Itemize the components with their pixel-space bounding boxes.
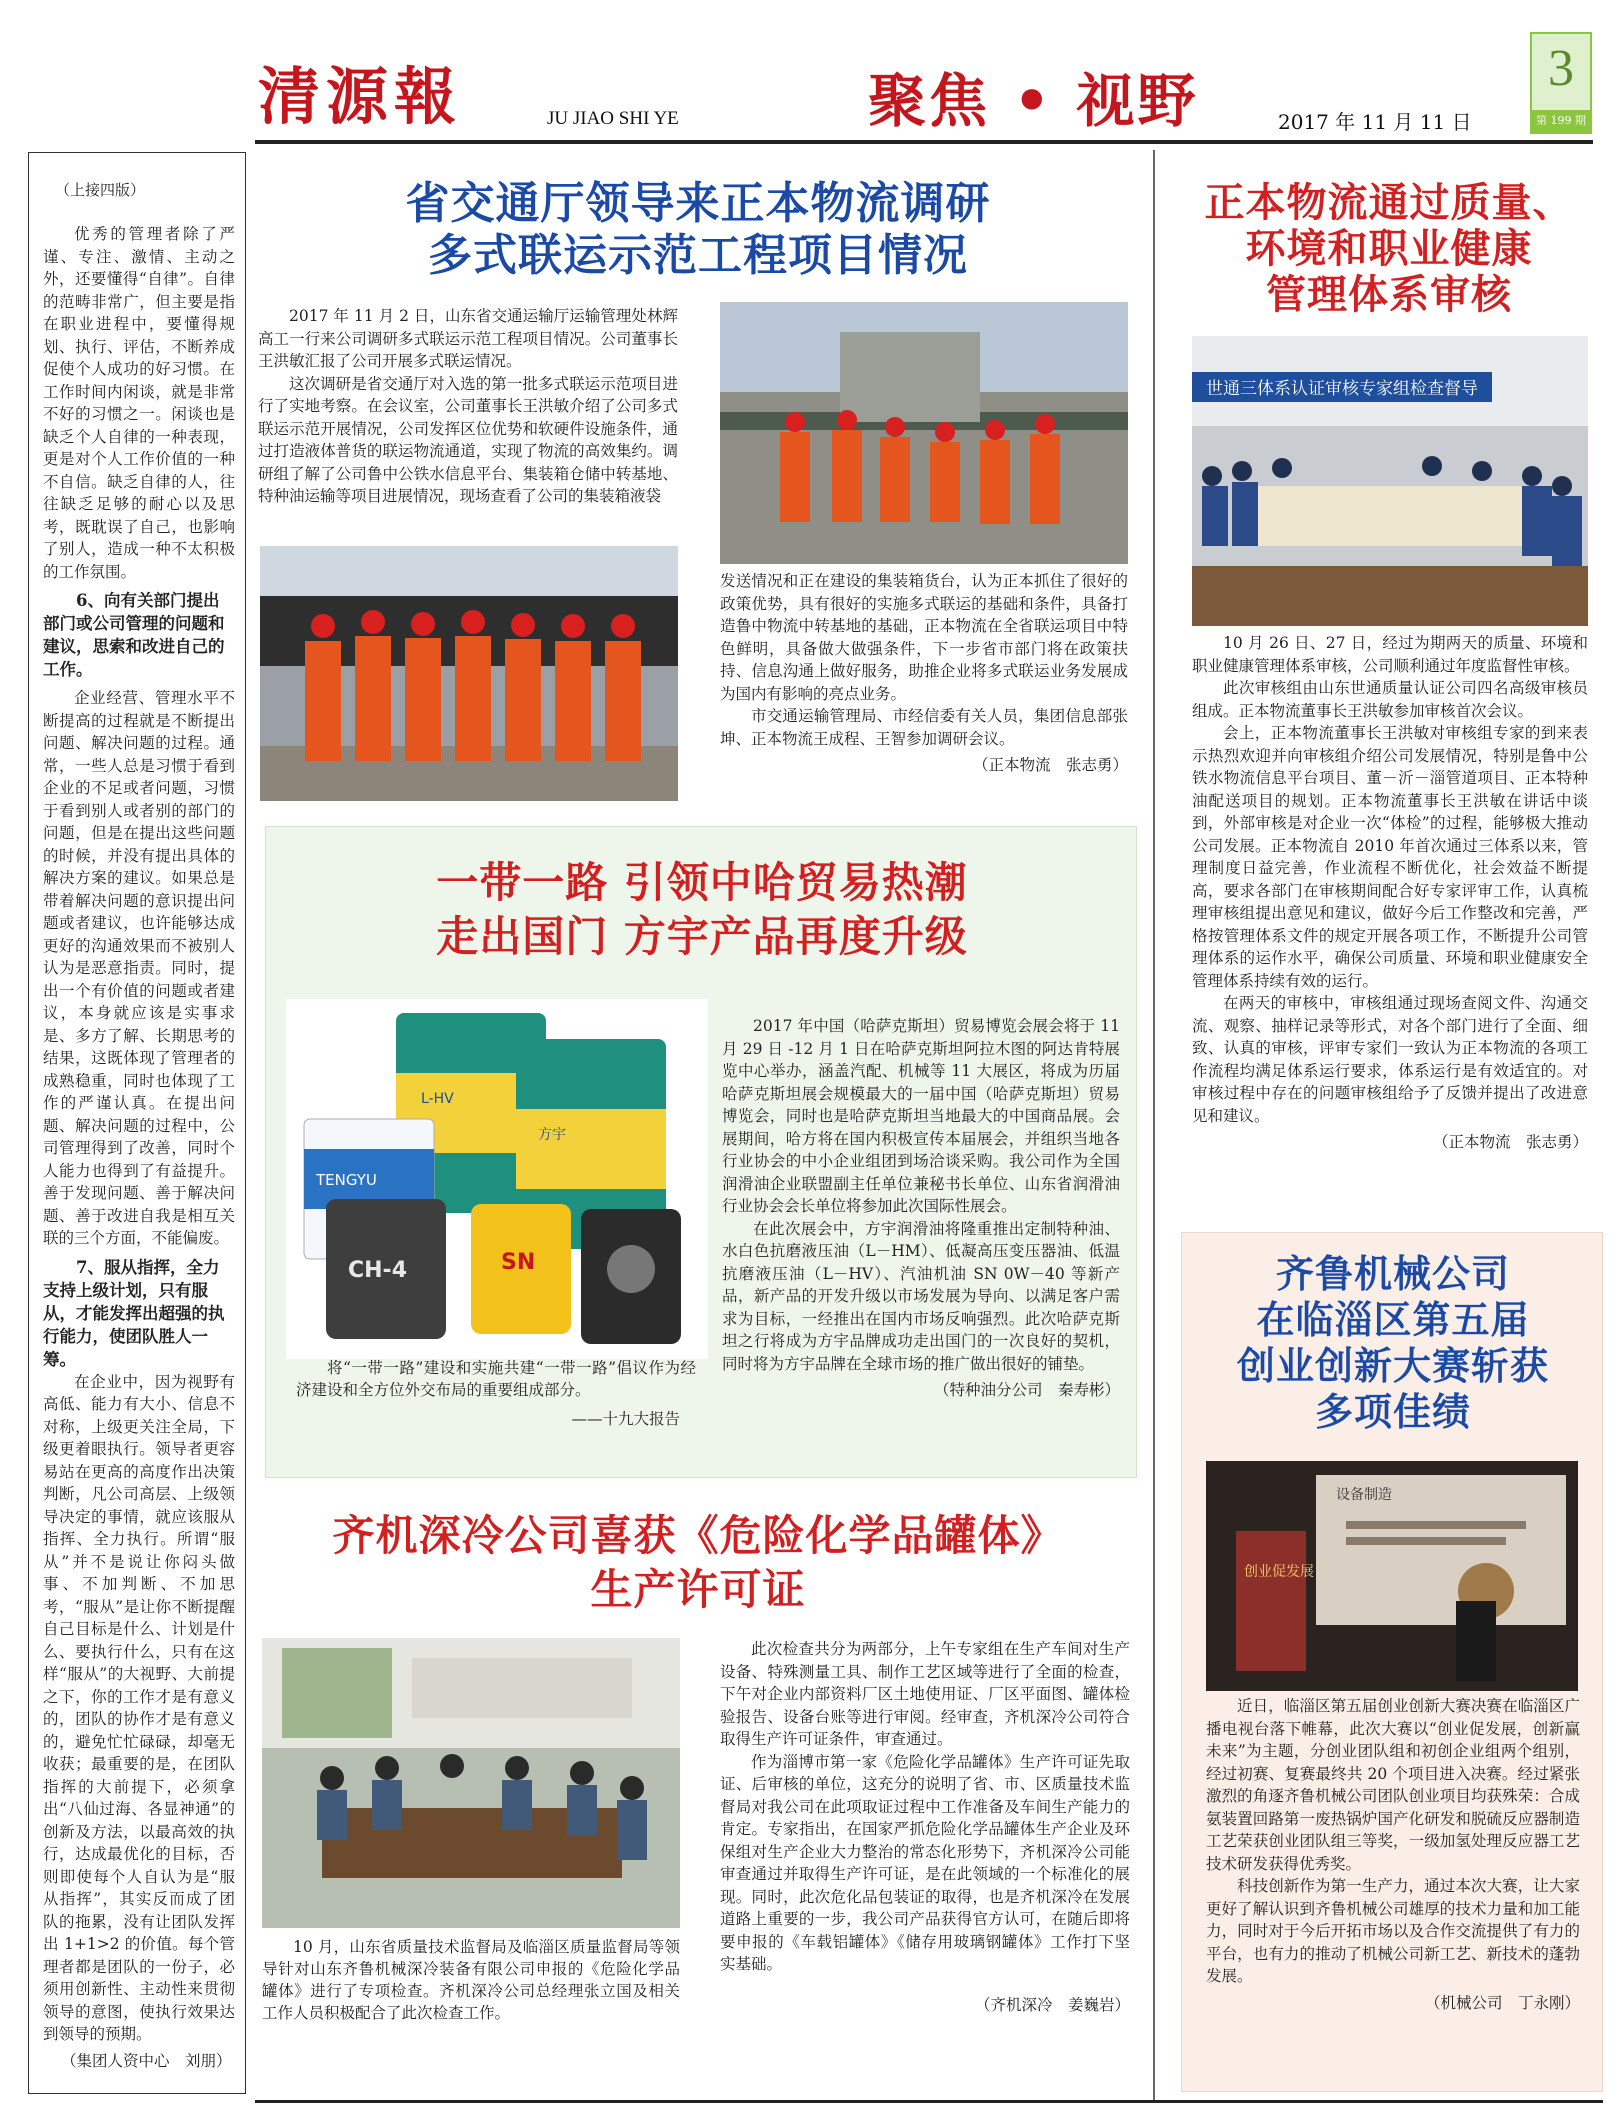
article3-title-line1: 一带一路 引领中哈贸易热潮 (436, 858, 968, 907)
article2-text (1192, 632, 1588, 1153)
article-transport-visit (258, 168, 1138, 808)
article4-title-line1: 齐机深冷公司喜获《危险化学品罐体》 (332, 1511, 1064, 1560)
article3-quote-text: 将“一带一路”建设和实施共建“一带一路”倡议作为经济建设和全方位外交布局的重要组成部分。 (296, 1359, 696, 1399)
article-hazardous-tank-license (258, 1500, 1138, 2100)
article2-paragraph-3: 会上，正本物流董事长王洪敏对审核组专家的到来表示热烈欢迎并向审核组介绍公司发展情况，特别是鲁中公铁水物流信息平台项目、董－沂－淄管道项目、正本特种油配送项目的规划。正本物流董事长王洪敏在讲话中谈到，外部审核是对企业一次“体检”的过程，能够极大推动公司发展。正本物流自 2010 年首次通过三体系以来，管理制度日益完善，作业流程不断优化，社会效益不断提高，要求各部门在审核期间配合好专家评审工作，认真梳理审核组提出意见和建议，做好今后工作整改和完善，严格按管理体系文件的规定开展各项工作，不断提升公司管理体系的运作水平，确保公司质量、环境和职业健康安全管理体系持续有效的运行。 (1192, 724, 1588, 990)
article3-products-photo (286, 999, 708, 1359)
group-photo-image (260, 546, 678, 801)
drum-brand-label: 方宇 (538, 1127, 566, 1143)
article3-paragraph-2: 在此次展会中，方宇润滑油将隆重推出定制特种油、水白色抗磨液压油（L－HM）、低凝高压变压器油、低温抗磨液压油（L－HV）、汽油机油 SN 0W－40 等新产品，新产品的开发升级以市场发展为导向、以满足客户需求为目标，一经推出在国内市场反响强烈。此次哈萨克斯坦之行将成为方宇品牌成功走出国门的一次良好的契机，同时将为方宇品牌在全球市场的推广做出很好的铺垫。 (722, 1219, 1120, 1373)
left-paragraph-3: 在企业中，因为视野有高低、能力有大小、信息不对称，上级更关注全局，下级更着眼执行。领导者更容易站在更高的高度作出决策判断，凡公司高层、上级领导决定的事情，就应该服从指挥、全力执行。所谓“服从”并不是说让你闷头做事、不加判断、不加思考，“服从”是让你不断提醒自己目标是什么、计划是什么、要执行什么，只有在这样“服从”的大视野、大前提之下，你的工作才是有意义的，团队的协作才是有意义的，避免忙忙碌碌，却毫无收获；最重要的是，在团队指挥的大前提下，必须拿出“八仙过海、各显神通”的创新及方法，以最高效的执行，达成最优化的目标，否则即使每个人自认为是“服从指挥”，其实反而成了团队的拖累，没有让团队发挥出 1+1>2 的价值。每个管理者都是团队的一份子，必须用创新性、主动性来贯彻领导的意图，使执行效果达到领导的预期。 (43, 1372, 235, 2043)
article4-paragraph-1: 此次检查共分为两部分，上午专家组在生产车间对生产设备、特殊测量工具、制作工艺区域等进行了全面的检查，下午对企业内部资料厂区土地使用证、厂区平面图、罐体检验报告、设备台账等进行审阅。经审查，齐机深冷公司符合取得生产许可证条件，审查通过。 (720, 1640, 1130, 1748)
article4-title-line2: 生产许可证 (590, 1565, 806, 1614)
article5-title-line1: 齐鲁机械公司 (1275, 1251, 1510, 1296)
inspection-meeting-image (262, 1638, 680, 1928)
article1-title-line1: 省交通厅领导来正本物流调研 (405, 178, 991, 229)
article3-text (722, 1015, 1120, 1401)
lubricant-products-image (286, 999, 708, 1359)
article-zhengben-audit (1180, 168, 1598, 1198)
walking-photo-image (720, 302, 1128, 564)
newspaper-logo: 清源報 (258, 60, 463, 133)
article4-text (720, 1638, 1130, 2016)
article3-byline: （特种油分公司 秦寿彬） (933, 1381, 1120, 1399)
left-heading-6: 6、向有关部门提出部门或公司管理的问题和建议，思索和改进自己的工作。 (43, 591, 225, 679)
article4-caption (262, 1936, 680, 2024)
article5-title-line3: 创业创新大赛斩获 (1236, 1343, 1549, 1388)
article3-quote (296, 1357, 696, 1431)
slide-title: 设备制造 (1336, 1487, 1392, 1503)
left-heading-7: 7、服从指挥，全力支持上级计划，只有服从，才能发挥出超强的执行能力，使团队胜人一筹。 (43, 1257, 225, 1369)
article3-paragraph-1: 2017 年中国（哈萨克斯坦）贸易博览会展会将于 11 月 29 日 -12 月 1 日在哈萨克斯坦阿拉木图的阿达肯特展览中心举办，涵盖汽配、机械等 11 大展区，将成为历届哈萨克斯坦展会规模最大的一届中国（哈萨克斯坦）贸易博览会，同时也是哈萨克斯坦当地最大的中国商品展。会展期间，哈方将在国内积极宣传本届展会，并组织当地各行业协会的中小企业组团到场洽谈采购。我公司作为全国润滑油企业联盟副主任单位兼秘书长单位、山东省润滑油行业协会会长单位将参加此次国际性展会。 (722, 1017, 1120, 1215)
masthead-rule (255, 140, 1593, 144)
continued-note: （上接四版） (55, 181, 146, 199)
article1-text-col2 (720, 570, 1128, 776)
page-number-badge (1530, 32, 1592, 134)
article-belt-and-road (265, 826, 1137, 1478)
article3-quote-source: ——十九大报告 (571, 1410, 680, 1428)
stage-banner-text: 创业促发展 (1244, 1564, 1314, 1580)
article3-title-line2: 走出国门 方宇产品再度升级 (436, 912, 968, 961)
audit-meeting-image (1192, 336, 1588, 626)
article5-byline: （机械公司 丁永刚） (1424, 1993, 1580, 2012)
masthead (0, 0, 1623, 140)
article2-byline: （正本物流 张志勇） (1432, 1133, 1588, 1151)
article2-title-line1: 正本物流通过质量、 (1204, 179, 1574, 226)
article5-contest-photo (1206, 1461, 1578, 1691)
article4-byline: （齐机深冷 姜巍岩） (974, 1995, 1130, 2014)
article1-text-col1 (258, 305, 678, 508)
article1-walking-photo (720, 302, 1128, 564)
left-paragraph-2: 企业经营、管理水平不断提高的过程就是不断提出问题、解决问题的过程。通常，一些人总是习惯于看到企业的不足或者问题，习惯于看到别人或者别的部门的问题，但是在提出这些问题的时候，并没有提出具体的解决方案的建议。如果总是带着解决问题的意识提出问题或者建议，也许能够达成更好的沟通效果而不被别人认为是恶意指责。同时，提出一个有价值的问题或者建议，本身就应该是实事求是、多方了解、长期思考的结果，这既体现了管理者的成熟稳重，同时也体现了工作的严谨认真。在提出问题、解决问题的过程中，公司管理得到了改善，同时个人能力也得到了有益提升。善于发现问题、善于解决问题、善于改进自我是相互关联的三个方面，不能偏废。 (43, 689, 235, 1247)
drum-lhv-label: L-HV (421, 1091, 454, 1107)
article5-title-line2: 在临淄区第五届 (1256, 1297, 1530, 1342)
can-sn-label: SN (501, 1250, 536, 1275)
divider-vertical-right (1153, 150, 1155, 2100)
section-title: 聚焦 • 视野 (868, 67, 1199, 135)
article1-paragraph-3: 发送情况和正在建设的集装箱货台，认为正本抓住了很好的政策优势，具有很好的实施多式联运的基础和条件，具备打造鲁中物流中转基地的基础，正本物流在全省联运项目中特色鲜明，具备做大做强条件，下一步省市部门将在政策扶持、信息沟通上做好服务，助推企业将多式联运业务发展成为国内有影响的亮点业务。 (720, 572, 1128, 703)
article1-paragraph-1: 2017 年 11 月 2 日，山东省交通运输厅运输管理处林辉高工一行来公司调研多式联运示范工程项目情况。公司董事长王洪敏汇报了公司开展多式联运情况。 (258, 307, 678, 370)
contest-stage-image (1206, 1461, 1578, 1691)
page-number: 3 (1548, 40, 1574, 97)
issue-number: 第 199 期 (1532, 110, 1590, 132)
pail-brand-label: TENGYU (316, 1171, 377, 1189)
article1-title-line2: 多式联运示范工程项目情况 (428, 230, 968, 281)
article4-caption-text: 10 月，山东省质量技术监督局及临淄区质量监督局等领导针对山东齐鲁机械深冷装备有限公司申报的《危险化学品罐体》进行了专项检查。齐机深冷公司总经理张立国及相关工作人员积极配合了此次检查工作。 (262, 1938, 680, 2022)
article-innovation-contest (1181, 1232, 1603, 2092)
left-byline: （集团人资中心 刘朋） (61, 2051, 232, 2070)
left-paragraph-1: 优秀的管理者除了严谨、专注、激情、主动之外，还要懂得“自律”。自律的范畴非常广，但主要是指在职业进程中，要懂得规划、执行、评估，不断养成促使个人成功的好习惯。在工作时间内闲谈，就是非常不好的习惯之一。闲谈也是缺乏个人自律的一种表现，更是对个人工作价值的一种不自信。缺乏自律的人，往往缺乏足够的耐心以及思考，既耽误了自己，也影响了别人，造成一种不太积极的工作氛围。 (43, 225, 235, 581)
article2-paragraph-2: 此次审核组由山东世通质量认证公司四名高级审核员组成。正本物流董事长王洪敏参加审核首次会议。 (1192, 679, 1588, 720)
article1-paragraph-2: 这次调研是省交通厅对入选的第一批多式联运示范项目进行了实地考察。在会议室，公司董事长王洪敏介绍了公司多式联运示范开展情况，公司发挥区位优势和软硬件设施条件，通过打造液体普货的联运物流通道，实现了物流的高效集约。调研组了解了公司鲁中公铁水信息平台、集装箱仓储中转基地、特种油运输等项目进展情况，现场查看了公司的集装箱液袋 (258, 374, 678, 505)
left-column-box (28, 152, 246, 2094)
article1-group-photo (260, 546, 678, 801)
article5-paragraph-1: 近日，临淄区第五届创业创新大赛决赛在临淄区广播电视台落下帷幕，此次大赛以“创业促发展，创新赢未来”为主题，分创业团队组和初创企业组两个组别，经过初赛、复赛最终共 20 个项目进入决赛。经过紧张激烈的角逐齐鲁机械公司团队创业项目均获殊荣：合成氨装置回路第一废热锅炉国产化研发和脱硫反应器制造工艺荣获创业团队组三等奖，一级加氢处理反应器工艺技术研发获得优秀奖。 (1206, 1697, 1580, 1873)
footer-rule (255, 2100, 1603, 2103)
masthead-pinyin: JU JIAO SHI YE (547, 108, 679, 129)
article1-paragraph-4: 市交通运输管理局、市经信委有关人员，集团信息部张坤、正本物流王成程、王智参加调研会议。 (720, 707, 1128, 748)
can-ch4-label: CH-4 (348, 1258, 407, 1283)
article1-byline: （正本物流 张志勇） (972, 756, 1128, 774)
audit-banner-text: 世通三体系认证审核专家组检查督导 (1206, 379, 1478, 399)
article4-paragraph-2: 作为淄博市第一家《危险化学品罐体》生产许可证先取证、后审核的单位，这充分的说明了省、市、区质量技术监督局对我公司在此项取证过程中工作准备及车间生产能力的肯定。专家指出，在国家严抓危险化学品罐体生产企业及环保组对生产企业大力整治的常态化形势下，齐机深冷公司能审查通过并取得生产许可证，是在此领域的一个标准化的展现。同时，此次危化品包装证的取得，也是齐机深冷在发展道路上重要的一步，我公司产品获得官方认可，在随后即将要申报的《车载铝罐体》《储存用玻璃钢罐体》工作打下坚实基础。 (720, 1752, 1130, 1973)
article2-paragraph-4: 在两天的审核中，审核组通过现场查阅文件、沟通交流、观察、抽样记录等形式，对各个部门进行了全面、细致、认真的审核，评审专家们一致认为正本物流的各项工作流程均满足体系运行要求，体系运行是有效适宜的。对审核过程中存在的问题审核组给予了反馈并提出了改进意见和建议。 (1192, 994, 1588, 1125)
article2-title-line2: 环境和职业健康 (1245, 225, 1533, 272)
article4-inspection-photo (262, 1638, 680, 1928)
article5-title-line4: 多项佳绩 (1314, 1389, 1471, 1434)
article2-title-line3: 管理体系审核 (1266, 271, 1512, 318)
issue-date: 2017 年 11 月 11 日 (1278, 110, 1472, 134)
article5-text (1206, 1695, 1580, 2014)
article2-paragraph-1: 10 月 26 日、27 日，经过为期两天的质量、环境和职业健康管理体系审核，公司顺利通过年度监督性审核。 (1192, 634, 1588, 675)
article5-paragraph-2: 科技创新作为第一生产力，通过本次大赛，让大家更好了解认识到齐鲁机械公司雄厚的技术力量和加工能力，同时对于今后开拓市场以及合作交流提供了有力的平台，也有力的推动了机械公司新工艺、新技术的蓬勃发展。 (1206, 1877, 1580, 1985)
article2-audit-meeting-photo (1192, 336, 1588, 626)
